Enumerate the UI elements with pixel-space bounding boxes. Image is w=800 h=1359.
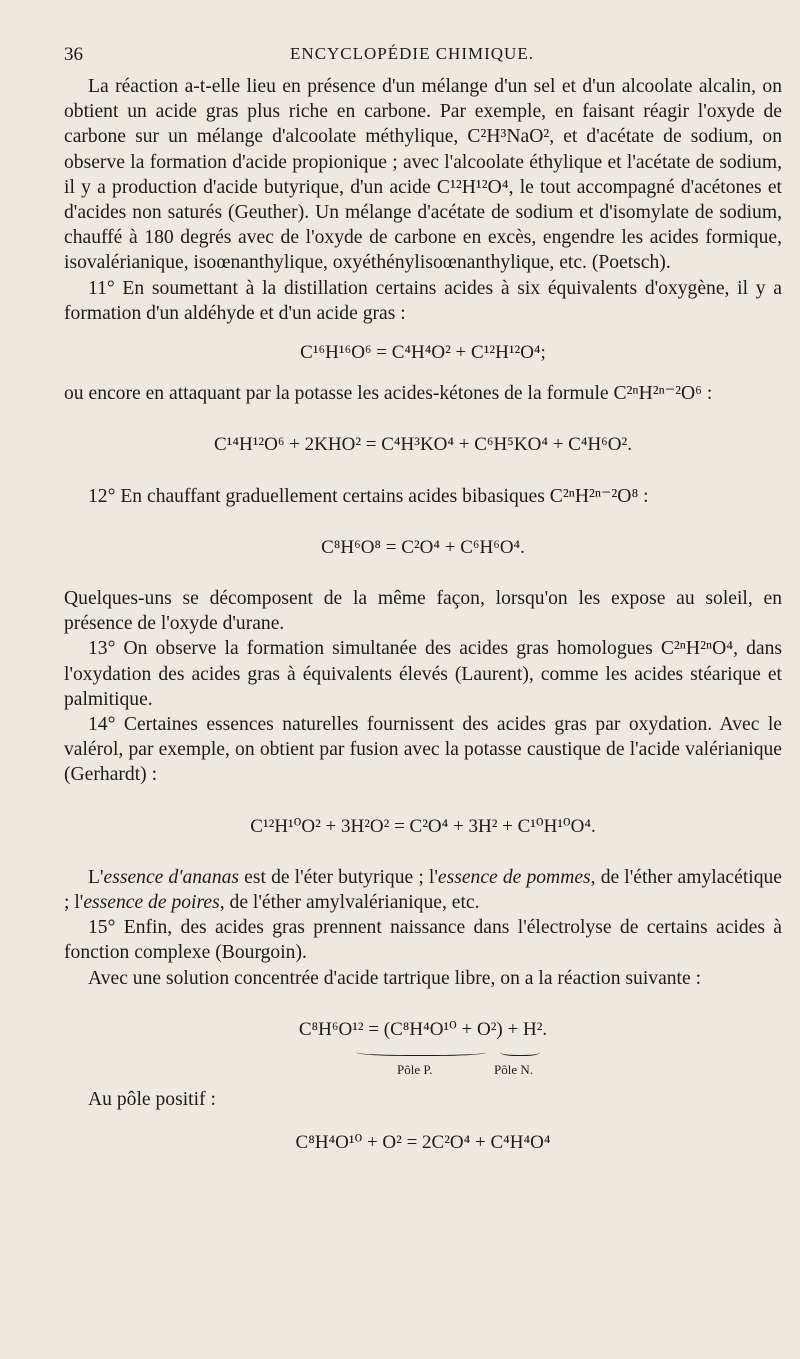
paragraph-soleil: Quelques-uns se décomposent de la même façon, lorsqu'on les expose au soleil, en présence de l'oxyde d'urane. (64, 588, 782, 635)
paragraph-15: 15° Enfin, des acides gras prennent naissance dans l'électrolyse de certains acides à fonction complexe (Bourgoin). (64, 917, 782, 964)
paragraph-13: 13° On observe la formation simultanée des acides gras homologues C²ⁿH²ⁿO⁴, dans l'oxydation des acides gras à équivalents élevés (Laurent), comme les acides stéarique et palmitique. (64, 638, 782, 710)
page-header (64, 44, 760, 68)
equation-6: C⁸H⁴O¹⁰ + O² = 2C²O⁴ + C⁴H⁴O⁴ (295, 1132, 551, 1154)
equation-2: C¹⁴H¹²O⁶ + 2KHO² = C⁴H³KO⁴ + C⁶H⁵KO⁴ + C⁴H⁶O². (214, 434, 632, 456)
page-body (64, 74, 782, 1155)
essence-text-2: est de l'éter butyrique ; l' (239, 866, 438, 888)
paragraph-potasse: ou encore en attaquant par la potasse les acides-kétones de la formule C²ⁿH²ⁿ⁻²O⁶ : (64, 383, 713, 405)
equation-4: C¹²H¹⁰O² + 3H²O² = C²O⁴ + 3H² + C¹⁰H¹⁰O⁴. (250, 815, 596, 837)
essence-text-3: , de l'éther amylacétique ; l' (64, 866, 782, 914)
paragraph-12: 12° En chauffant graduellement certains acides bibasiques C²ⁿH²ⁿ⁻²O⁸ : (88, 485, 649, 507)
paragraph-tartrique: Avec une solution concentrée d'acide tartrique libre, on a la réaction suivante : (88, 967, 702, 989)
paragraph-essences (64, 865, 782, 915)
brace-pole-n (500, 1047, 540, 1056)
equation-1: C¹⁶H¹⁶O⁶ = C⁴H⁴O² + C¹²H¹²O⁴; (300, 342, 546, 364)
essence-text-1: L' (88, 866, 104, 888)
equation-5: C⁸H⁶O¹² = (C⁸H⁴O¹⁰ + O²) + H². (298, 1018, 548, 1040)
paragraph-alcoolate: La réaction a-t-elle lieu en présence d'un mélange d'un sel et d'un alcoolate alcalin, on obtient un acide gras plus riche en carbone. Par exemple, en faisant réagir l'oxyde de carbone sur un mélange d'alcoolate méthylique, C²H³NaO², et d'acétate de sodium, on observe la formation d'acide propionique ; avec l'alcoolate éthylique et l'acétate de sodium, il y a production d'acide butyrique, d'un acide C¹²H¹²O⁴, le tout accompagné d'acétones et d'acides non saturés (Geuther). Un mélange d'acétate de sodium et d'isomylate de sodium, chauffé à 180 degrés avec de l'oxyde de carbone en excès, engendre les acides formique, isovalérianique, isoœnanthylique, oxyéthénylisoœnanthylique, etc. (Poetsch). (64, 76, 782, 274)
paragraph-14: 14° Certaines essences naturelles fournissent des acides gras par oxydation. Avec le valérol, par exemple, on obtient par fusion avec la potasse caustique de l'acide valérianique (Gerhardt) : (64, 714, 782, 786)
essence-poires: essence de poires (83, 892, 220, 914)
essence-pommes: essence de pommes (437, 866, 591, 888)
brace-pole-p (356, 1047, 486, 1056)
pole-p-label: Pôle P. (397, 1061, 433, 1077)
pole-n-label: Pôle N. (494, 1061, 533, 1077)
essence-ananas: essence d'ananas (103, 866, 240, 888)
paragraph-pole-positif: Au pôle positif : (88, 1088, 216, 1110)
running-title: ENCYCLOPÉDIE CHIMIQUE. (290, 44, 534, 63)
essence-text-4: , de l'éther amylvalérianique, etc. (219, 892, 480, 914)
electrolysis-equation (64, 1003, 782, 1077)
paragraph-11: 11° En soumettant à la distillation certains acides à six équivalents d'oxygène, il y a formation d'un aldéhyde et d'un acide gras : (64, 277, 782, 324)
equation-3: C⁸H⁶O⁸ = C²O⁴ + C⁶H⁶O⁴. (321, 536, 525, 558)
page-number: 36 (64, 44, 83, 65)
